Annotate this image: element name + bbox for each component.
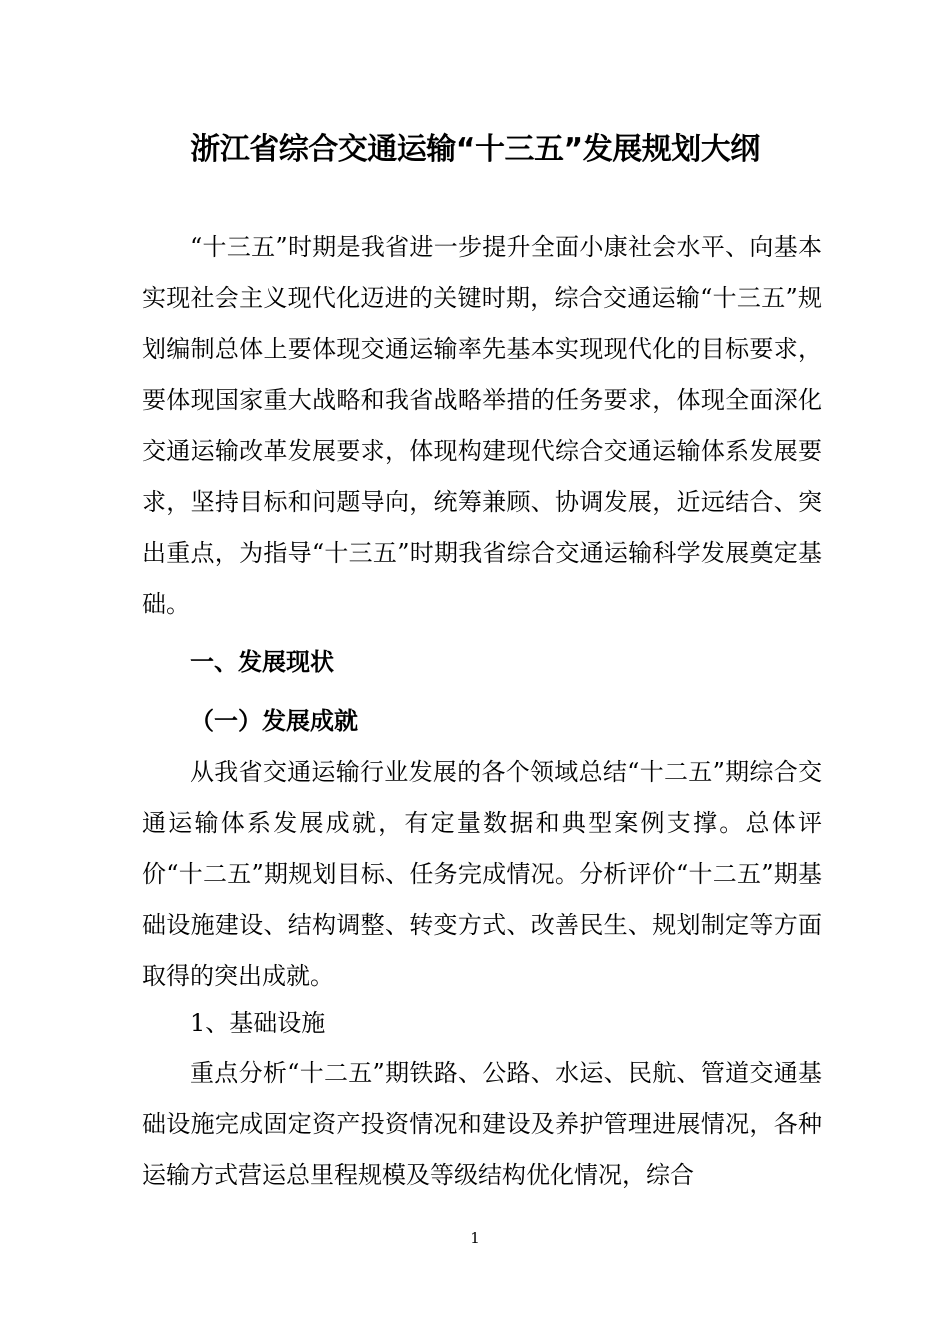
subsection-heading-achievements: （一）发展成就: [190, 707, 358, 735]
section-heading-development-status: 一、发展现状: [190, 648, 334, 676]
page-number: 1: [470, 1229, 480, 1247]
document-title: 浙江省综合交通运输“十三五”发展规划大纲: [190, 132, 760, 167]
achievements-paragraph: 从我省交通运输行业发展的各个领域总结“十二五”期综合交通运输体系发展成就，有定量数据和典型案例支撑。总体评价“十二五”期规划目标、任务完成情况。分析评价“十二五”期基础设施建设、结构调整、转变方式、改善民生、规划制定等方面取得的突出成就。: [142, 758, 822, 990]
intro-paragraph: “十三五”时期是我省进一步提升全面小康社会水平、向基本实现社会主义现代化迈进的关键时期，综合交通运输“十三五”规划编制总体上要体现交通运输率先基本实现现代化的目标要求，要体现国家重大战略和我省战略举措的任务要求，体现全面深化交通运输改革发展要求，体现构建现代综合交通运输体系发展要求，坚持目标和问题导向，统筹兼顾、协调发展，近远结合、突出重点，为指导“十三五”时期我省综合交通运输科学发展奠定基础。: [142, 233, 822, 618]
item-heading-infrastructure: 1、基础设施: [190, 1009, 326, 1037]
infrastructure-paragraph: 重点分析“十二五”期铁路、公路、水运、民航、管道交通基础设施完成固定资产投资情况和建设及养护管理进展情况，各种运输方式营运总里程规模及等级结构优化情况，综合: [142, 1059, 822, 1189]
